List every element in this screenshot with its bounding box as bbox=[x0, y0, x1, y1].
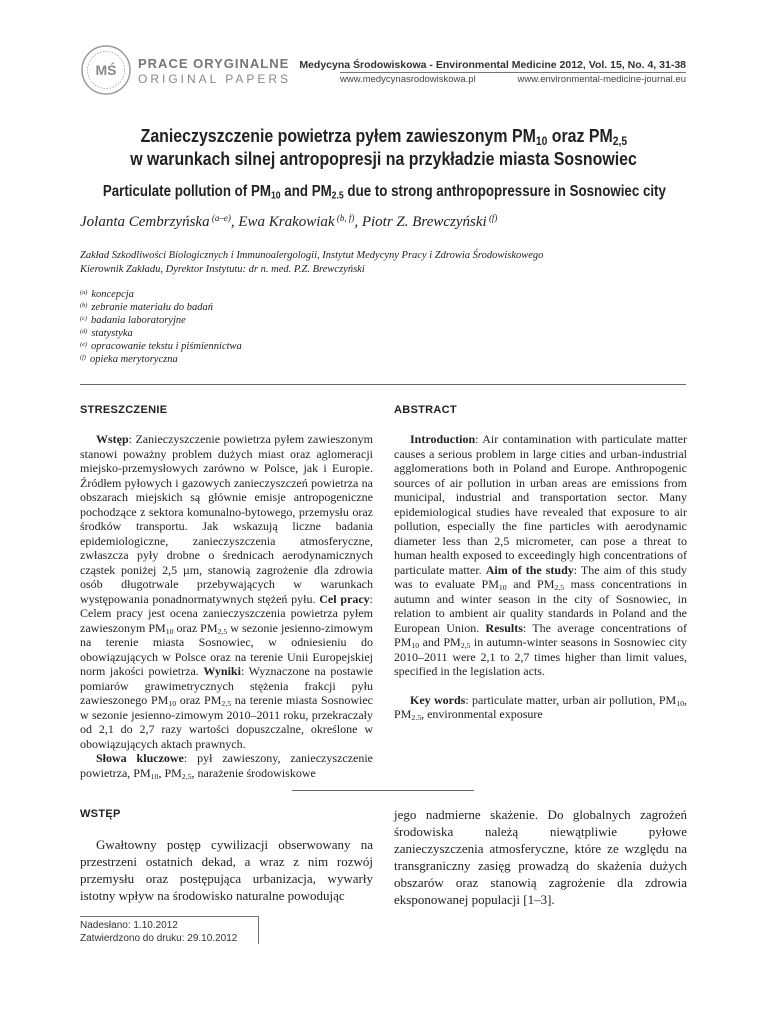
contribution-item: $^{(a)}$ koncepcja bbox=[80, 288, 134, 300]
header-rule bbox=[340, 72, 686, 73]
streszczenie-body: Wstęp: Zanieczyszczenie powietrza pyłem zawieszonym stanowi poważny problem dużych miast oraz aglomeracji miejsko-przemysłowych zarówno w Polsce, jak i Europie. Źródłem pyłowych i gazowych zanieczyszczeń powietrza na obszarach miejskich są głównie emisje antropogeniczne pochodzące z sektora komunalno-bytowego, przemysłu oraz środków transportu. Jak wskazują liczne badania epidemiologiczne, zanieczyszczenia atmosferyczne, zwłaszcza pyły drobne o średnicach aerodynamicznych cząstek poniżej 2,5 µm, stanowią zagrożenie dla zdrowia osób długotrwale przebywających w warunkach występowania ponadnormatywnych stężeń pyłu. Cel pracy: Celem pracy jest ocena zanieczyszczenia powietrza pyłem zawieszonym $PM_{10}$ oraz $PM_{2,5}$ w sezonie jesienno-zimowym na terenie miasta Sosnowiec, w odniesieniu do obowiązujących w Polsce oraz na terenie Unii Europejskiej norm jakości powietrza. Wyniki: Wyznaczone na postawie pomiarów grawimetrycznych stężenia frakcji pyłu zawieszonego $PM_{10}$ oraz $PM_{2,5}$ na terenie miasta Sosnowiec w sezonie jesienno-zimowym 2010–2011 roku, przekraczały od 2,1 do 2,7 razy wartości dopuszczalne, określone w obowiązujących aktach prawnych. Słowa kluczowe: pył zawieszony, zanieczyszczenie powietrza, $PM_{10}$, $PM_{2,5}$, narażenie środowiskowe bbox=[80, 432, 374, 781]
affiliation: Zakład Szkodliwości Biologicznych i Immunoalergologii, Instytut Medycyny Pracy i Zdrowia Środowiskowego Kierownik Zakładu, Dyrektor Instytutu: dr n. med. P.Z. Brewczyński bbox=[80, 250, 544, 275]
footer-rule bbox=[80, 916, 258, 917]
contribution-item: $^{(b)}$ zebranie materiału do badań bbox=[80, 301, 213, 313]
contribution-item: $^{(e)}$ opracowanie tekstu i piśmiennictwa bbox=[80, 340, 242, 352]
footer-vertical-rule bbox=[258, 916, 259, 944]
badge-original-papers-pl: PRACE ORYGINALNE bbox=[138, 56, 290, 71]
abstract-body: Introduction: Air contamination with particulate matter causes a serious problem in large cities and urban-industrial agglomerations both in Poland and Europe. Anthropogenic sources of air pollution in urban areas are emissions from municipal, industrial and transportation sector. Many epidemiological studies have revealed that exposure to air pollution, especially the fine particles with aerodynamic diameter less than 2,5 micrometer, can pose a threat to human health exposed to exceedingly high concentrations of particulate matter. Aim of the study: The aim of this study was to evaluate $PM_{10}$ and $PM_{2,5}$ mass concentrations in autumn and winter season in the city of Sosnowiec, in relation to ambient air quality standards in Poland and the European Union. Results: The average concentrations of $PM_{10}$ and $PM_{2,5}$ in autumn-winter seasons in Sosnowiec city 2010–2011 were 2,1 to 2,7 times higher than limit values, specified in the legislation acts. Key words: particulate matter, urban air pollution, $PM_{10}$, $PM_{2.5}$, environmental exposure bbox=[394, 432, 688, 722]
abstract-keywords: Key words: particulate matter, urban air pollution, $PM_{10}$, $PM_{2.5}$, environmental exposure bbox=[394, 692, 687, 722]
intro-text-right: jego nadmierne skażenie. Do globalnych zagrożeń środowiska należą niewątpliwie pyłowe zanieczyszczenia atmosferyczne, które ze względu na transgraniczny zasięg prowadzą do skażenia dużych obszarów oraz stanowią zagrożenie dla zdrowia eksponowanej populacji [1–3]. bbox=[394, 807, 687, 907]
intro-text-left: Gwałtowny postęp cywilizacji obserwowany na przestrzeni ostatnich dekad, a wraz z nim rozwój przemysłu oraz postępująca urbanizacja, wywarły istotny wpływ na środowisko naturalne powodując bbox=[80, 837, 373, 903]
received-date: Nadesłano: 1.10.2012 bbox=[80, 920, 178, 931]
journal-url-pl[interactable]: www.medycynasrodowiskowa.pl bbox=[340, 74, 476, 85]
logo-text: MŚ bbox=[95, 62, 117, 78]
journal-url-en[interactable]: www.environmental-medicine-journal.eu bbox=[517, 74, 686, 85]
intro-heading: WSTĘP bbox=[80, 808, 121, 820]
contribution-item: $^{(f)}$ opieka merytoryczna bbox=[80, 353, 178, 365]
journal-citation: Medycyna Środowiskowa - Environmental Medicine 2012, Vol. 15, No. 4, 31-38 bbox=[299, 59, 686, 71]
abstract-heading: ABSTRACT bbox=[394, 404, 457, 416]
author-name: Piotr Z. Brewczyński bbox=[361, 214, 487, 230]
streszczenie-heading: STRESZCZENIE bbox=[80, 404, 168, 416]
title-polish-line2: w warunkach silnej antropopresji na przykładzie miasta Sosnowiec bbox=[130, 148, 638, 169]
title-polish-line1: Zanieczyszczenie powietrza pyłem zawieszonym $PM_{10}$ oraz $PM_{2,5}$ bbox=[140, 125, 628, 148]
author-name: Ewa Krakowiak bbox=[238, 214, 335, 230]
contribution-item: $^{(c)}$ badania laboratoryjne bbox=[80, 314, 186, 326]
author-list: Jolanta Cembrzyńska $^{(a-e)}$, Ewa Krakowiak $^{(b, f)}$, Piotr Z. Brewczyński $^{(f)}$ bbox=[80, 213, 498, 230]
abstract-end-rule bbox=[292, 790, 474, 791]
author-contributions bbox=[80, 288, 242, 366]
section-divider bbox=[80, 384, 686, 385]
author-name: Jolanta Cembrzyńska bbox=[80, 214, 210, 230]
accepted-date: Zatwierdzono do druku: 29.10.2012 bbox=[80, 933, 238, 944]
badge-original-papers-en: ORIGINAL PAPERS bbox=[138, 72, 292, 86]
title-english: Particulate pollution of $PM_{10}$ and $PM_{2.5}$ due to strong anthropopressure in Sosnowiec city bbox=[102, 183, 666, 202]
journal-logo bbox=[80, 44, 132, 96]
contribution-item: $^{(d)}$ statystyka bbox=[80, 327, 133, 339]
streszczenie-keywords: Słowa kluczowe: pył zawieszony, zanieczyszczenie powietrza, $PM_{10}$, $PM_{2,5}$, narażenie środowiskowe bbox=[80, 751, 374, 781]
